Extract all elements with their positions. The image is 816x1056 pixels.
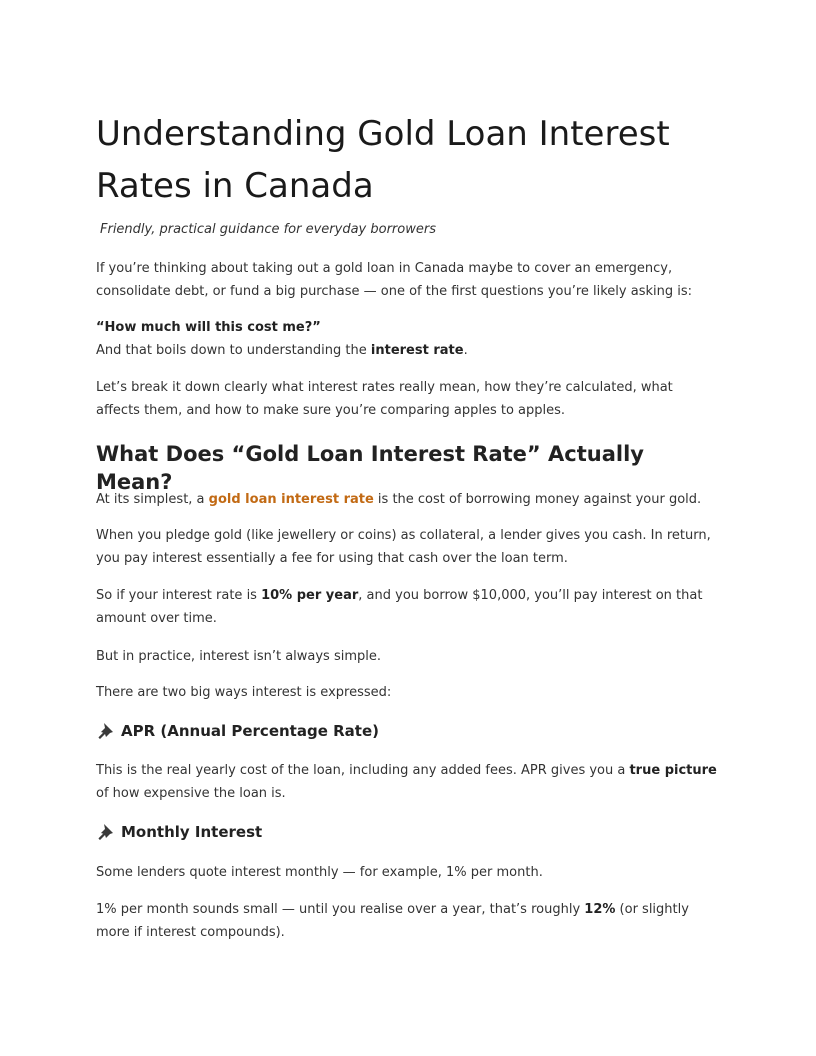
- simplest-after: is the cost of borrowing money against your gold.: [373, 492, 702, 507]
- apr-paragraph: [96, 759, 720, 805]
- monthly-bold: 12%: [584, 902, 616, 917]
- example-after: , and you borrow $10,000, you’ll pay interest on that amount over time.: [96, 588, 703, 626]
- question-line-bold: interest rate: [370, 343, 464, 358]
- example-paragraph: [96, 584, 720, 630]
- monthly-heading: [96, 821, 262, 843]
- simplest-before: At its simplest, a: [96, 492, 209, 507]
- question-line-before: And that boils down to understanding the: [96, 343, 371, 358]
- example-bold: 10% per year: [261, 588, 359, 603]
- question-paragraph: [96, 316, 720, 362]
- monthly-quote-paragraph: Some lenders quote interest monthly — for example, 1% per month.: [96, 865, 543, 880]
- pushpin-icon: [96, 822, 116, 842]
- practice-paragraph: But in practice, interest isn’t always simple.: [96, 649, 382, 664]
- breakdown-paragraph: Let’s break it down clearly what interest rates really mean, how they’re calculated, what affects them, and how to make sure you’re comparing apples to apples.: [96, 380, 673, 418]
- simplest-paragraph: [96, 488, 720, 511]
- monthly-after: (or slightly more if interest compounds).: [96, 902, 689, 940]
- apr-heading: [96, 720, 379, 742]
- pushpin-icon: [96, 721, 116, 741]
- pledge-paragraph: When you pledge gold (like jewellery or coins) as collateral, a lender gives you cash. In return, you pay interest essentially a fee for using that cash over the loan term.: [96, 528, 711, 566]
- question-text: “How much will this cost me?”: [96, 320, 321, 335]
- monthly-before: 1% per month sounds small — until you realise over a year, that’s roughly: [96, 902, 585, 917]
- apr-heading-text: APR (Annual Percentage Rate): [121, 722, 379, 740]
- page-title: Understanding Gold Loan Interest Rates in Canada: [96, 114, 670, 206]
- gold-loan-interest-rate-link[interactable]: gold loan interest rate: [208, 492, 374, 507]
- example-before: So if your interest rate is: [96, 588, 262, 603]
- monthly-heading-text: Monthly Interest: [121, 823, 263, 841]
- section-heading: What Does “Gold Loan Interest Rate” Actually Mean?: [96, 442, 644, 494]
- apr-bold: true picture: [629, 763, 717, 778]
- question-line-after: .: [463, 343, 468, 358]
- apr-before: This is the real yearly cost of the loan, including any added fees. APR gives you a: [96, 763, 630, 778]
- page-subtitle: Friendly, practical guidance for everyday borrowers: [100, 222, 436, 237]
- apr-after: of how expensive the loan is.: [96, 786, 286, 801]
- two-ways-paragraph: There are two big ways interest is expressed:: [96, 685, 392, 700]
- monthly-example-paragraph: [96, 898, 720, 944]
- intro-paragraph: If you’re thinking about taking out a gold loan in Canada maybe to cover an emergency, consolidate debt, or fund a big purchase — one of the first questions you’re likely asking is:: [96, 261, 693, 299]
